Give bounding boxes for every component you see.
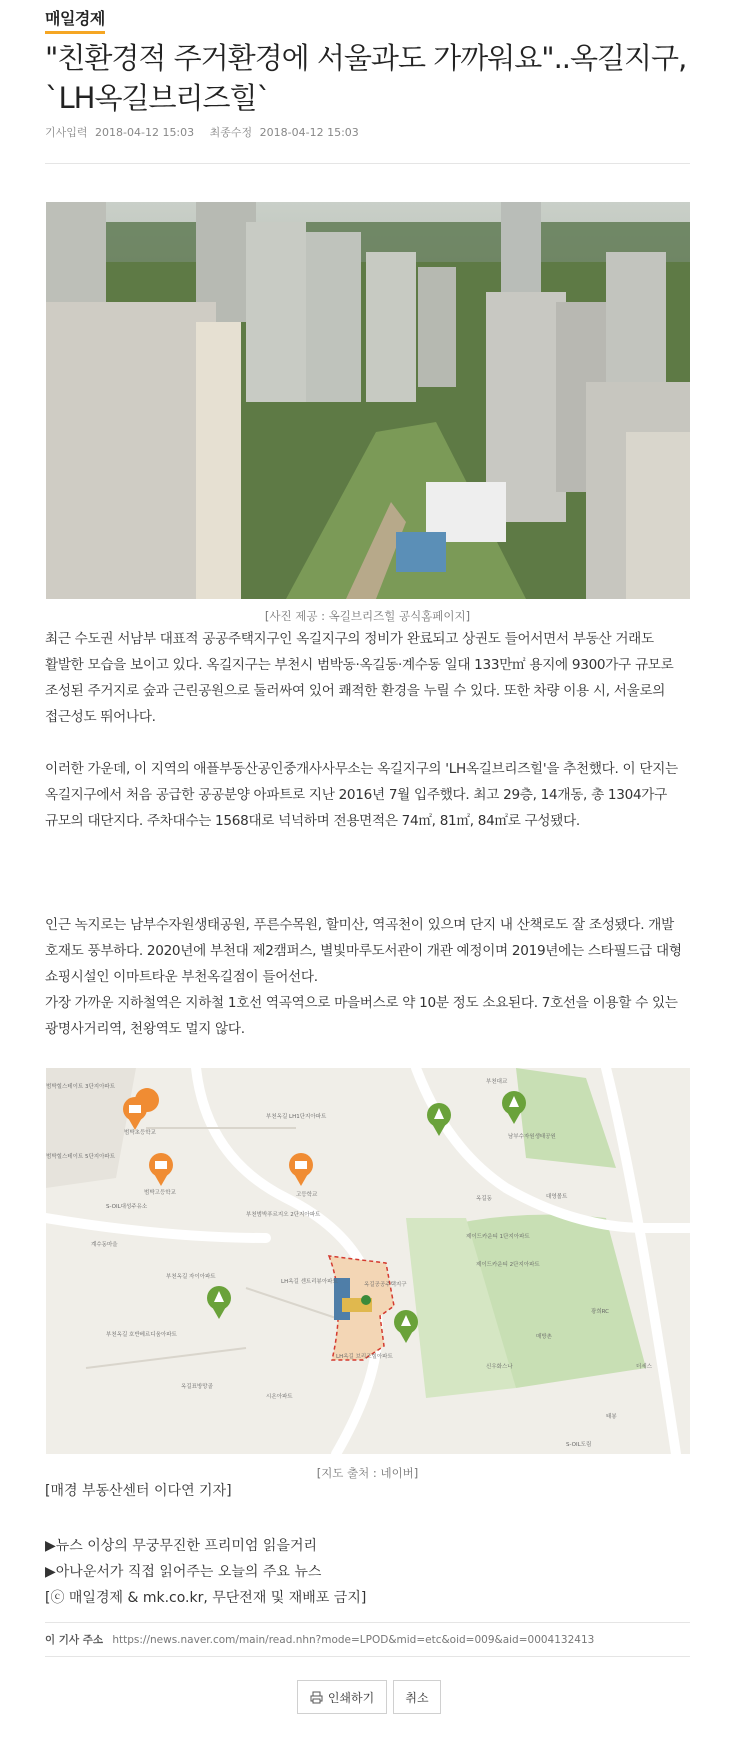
article-meta bbox=[45, 124, 363, 140]
cancel-label: 취소 bbox=[405, 1690, 429, 1705]
url-value: https://news.naver.com/main/read.nhn?mode=LPOD&mid=etc&oid=009&aid=0004132413 bbox=[112, 1634, 595, 1646]
map-label: 남부수자원생태공원 bbox=[508, 1134, 556, 1140]
promo-link-announcer[interactable]: ▶아나운서가 직접 읽어주는 오늘의 주요 뉴스 bbox=[45, 1564, 322, 1580]
promo-link-premium[interactable]: ▶뉴스 이상의 무궁무진한 프리미엄 읽을거리 bbox=[45, 1538, 317, 1554]
map-caption: [지도 출처 : 네이버] bbox=[316, 1466, 419, 1480]
article-url bbox=[45, 1632, 594, 1647]
map-label: 대영볼트 bbox=[546, 1194, 568, 1200]
map-label: 더세스 bbox=[636, 1364, 652, 1370]
promo-links bbox=[45, 1533, 366, 1611]
map-label: 시온아파트 bbox=[266, 1394, 293, 1400]
map-label: S-OIL도림 bbox=[566, 1442, 592, 1448]
publisher-logo[interactable]: 매일경제 bbox=[45, 6, 105, 34]
map-label: 부천옥길 LH1단지아파트 bbox=[266, 1114, 327, 1120]
map-label: 범박힐스테이트 3단지아파트 bbox=[46, 1084, 116, 1090]
map-label: 부천옥길 호반베르디움아파트 bbox=[106, 1332, 177, 1338]
published-date: 2018-04-12 15:03 bbox=[95, 126, 195, 139]
map-label: 제이드카운티 1단지아파트 bbox=[466, 1234, 530, 1240]
map-label: 옥길표방망골 bbox=[181, 1384, 213, 1390]
map-label: LH옥길 브리즈힐아파트 bbox=[336, 1354, 393, 1360]
map-label: 계수동마을 bbox=[91, 1242, 118, 1248]
footer-divider bbox=[45, 1656, 690, 1657]
map-label: 옥길동 bbox=[476, 1196, 492, 1202]
article-paragraph: 가장 가까운 지하철역은 지하철 1호선 역곡역으로 마을버스로 약 10분 정도 소요된다. 7호선을 이용할 수 있는 광명사거리역, 천왕역도 멀지 않다. bbox=[45, 995, 678, 1037]
header-divider bbox=[45, 163, 690, 164]
map-label: 부천옥길 자이아파트 bbox=[166, 1274, 216, 1280]
byline: [매경 부동산센터 이다연 기자] bbox=[45, 1483, 232, 1499]
map-label: LH옥길 센트리뷰아파트 bbox=[281, 1279, 338, 1285]
article-paragraph: 인근 녹지로는 남부수자원생태공원, 푸른수목원, 할미산, 역곡천이 있으며 단지 내 산책로도 잘 조성됐다. 개발 호재도 풍부하다. 2020년에 부천대 제2캠퍼스, 별빛마루도서관이 개관 예정이며 2019년에는 스타필드급 대형 쇼핑시설인 이마트타운 부천옥길점이 들어선다. bbox=[45, 917, 682, 985]
map-label: 옥길공공주택지구 bbox=[364, 1282, 407, 1288]
updated-date: 2018-04-12 15:03 bbox=[259, 126, 359, 139]
printer-icon bbox=[310, 1691, 323, 1704]
url-label: 이 기사 주소 bbox=[45, 1634, 104, 1646]
article-paragraph: 최근 수도권 서남부 대표적 공공주택지구인 옥길지구의 정비가 완료되고 상권도 들어서면서 부동산 거래도 활발한 모습을 보이고 있다. 옥길지구는 부천시 범박동·옥길동·계수동 일대 133만㎡ 용지에 9300가구 규모로 조성된 주거지로 숲과 근린공원으로 둘러싸여 있어 쾌적한 환경을 누릴 수 있다. 또한 차량 이용 시, 서울로의 접근성도 뛰어나다. bbox=[45, 631, 674, 725]
photo-caption: [사진 제공 : 옥길브리즈힐 공식홈페이지] bbox=[264, 609, 471, 623]
map-label: 매방촌 bbox=[536, 1334, 552, 1340]
map-label: 부천대교 bbox=[486, 1079, 508, 1085]
published-label: 기사입력 bbox=[45, 126, 88, 139]
updated-label: 최종수정 bbox=[209, 126, 253, 139]
map-label: 고등학교 bbox=[296, 1192, 318, 1198]
location-map bbox=[46, 1068, 690, 1454]
map-label: 범박힐스테이트 5단지아파트 bbox=[46, 1154, 116, 1160]
article-photo bbox=[46, 202, 690, 599]
article-title: "친환경적 주거환경에 서울과도 가까워요"..옥길지구, `LH옥길브리즈힐` bbox=[45, 41, 687, 115]
copyright-notice: [ⓒ 매일경제 & mk.co.kr, 무단전재 및 재배포 금지] bbox=[45, 1590, 367, 1606]
map-label: 신우화스나 bbox=[486, 1364, 513, 1370]
map-label: 범박고등학교 bbox=[144, 1190, 176, 1196]
map-label: 제이드카운티 2단지아파트 bbox=[476, 1262, 540, 1268]
print-button[interactable] bbox=[297, 1680, 387, 1714]
map-label: 범박초등학교 bbox=[124, 1130, 156, 1136]
map-label: 광희RC bbox=[591, 1309, 610, 1315]
map-label: 부천범박푸르지오 2단지아파트 bbox=[246, 1212, 321, 1218]
article-paragraph: 이러한 가운데, 이 지역의 애플부동산공인중개사사무소는 옥길지구의 'LH옥길브리즈힐'을 추천했다. 이 단지는 옥길지구에서 처음 공급한 공공분양 아파트로 지난 2016년 7월 입주했다. 최고 29층, 14개동, 총 1304가구 규모의 대단지다. 주차대수는 1568대로 넉넉하며 전용면적은 74㎡, 81㎡, 84㎡로 구성됐다. bbox=[45, 761, 678, 829]
footer-divider bbox=[45, 1622, 690, 1623]
map-label: 태봉 bbox=[606, 1414, 617, 1420]
map-label: S-OIL대성주유소 bbox=[106, 1204, 148, 1210]
print-label: 인쇄하기 bbox=[327, 1690, 375, 1705]
cancel-button[interactable] bbox=[393, 1680, 441, 1714]
